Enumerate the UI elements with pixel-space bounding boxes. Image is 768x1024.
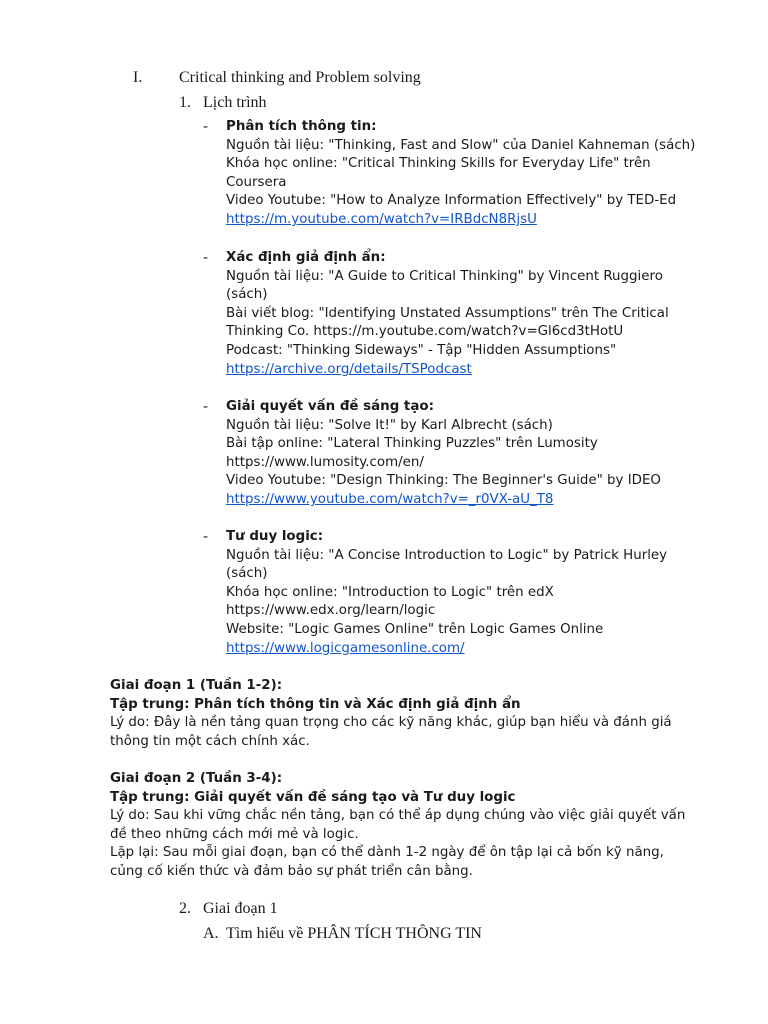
bullet-assumptions [226,249,746,379]
phase-line: thông tin một cách chính xác. [110,733,310,749]
bullet-title: Giải quyết vấn đề sáng tạo: [226,399,434,414]
phase-line: đề theo những cách mới mẻ và logic. [110,826,359,842]
phase-line: củng cố kiến thức và đảm bảo sự phát triển cân bằng. [110,863,473,879]
bullet-title: Tư duy logic: [226,529,324,544]
section-title: Critical thinking and Problem solving [179,69,421,86]
phase-1-block [110,677,710,751]
bullet-line: https://www.lumosity.com/en/ [226,454,424,470]
bullet-line: Nguồn tài liệu: "A Guide to Critical Thinking" by Vincent Ruggiero [226,268,663,284]
bullet-line: Bài viết blog: "Identifying Unstated Assumptions" trên The Critical [226,305,669,321]
bullet-dash: - [203,250,209,266]
bullet-line: (sách) [226,287,268,303]
bullet-line: Thinking Co. https://m.youtube.com/watch?v=Gl6cd3tHotU [226,324,624,340]
subsection-title-phase-1: Giai đoạn 1 [203,900,278,917]
bullet-line: https://www.edx.org/learn/logic [226,603,436,619]
resource-link[interactable]: https://www.youtube.com/watch?v=_r0VX-aU_T8 [226,491,554,507]
resource-link[interactable]: https://www.logicgamesonline.com/ [226,640,465,656]
bullet-dash: - [203,119,209,135]
subsection-letter: A. [203,925,219,942]
section-number: I. [133,69,143,86]
bullet-line: Nguồn tài liệu: "A Concise Introduction to Logic" by Patrick Hurley [226,547,668,563]
bullet-line: Podcast: "Thinking Sideways" - Tập "Hidden Assumptions" [226,342,617,358]
bullet-line: Khóa học online: "Critical Thinking Skills for Everyday Life" trên [226,156,651,172]
bullet-line: (sách) [226,566,268,582]
bullet-line: Bài tập online: "Lateral Thinking Puzzles" trên Lumosity [226,436,598,452]
phase-focus: Tập trung: Giải quyết vấn đề sáng tạo và Tư duy logic [110,789,516,805]
phase-2-block [110,770,710,882]
bullet-dash: - [203,399,209,415]
phase-line: Lý do: Sau khi vững chắc nền tảng, bạn có thể áp dụng chúng vào việc giải quyết vấn [110,808,686,824]
bullet-line: Nguồn tài liệu: "Thinking, Fast and Slow" của Daniel Kahneman (sách) [226,137,696,153]
bullet-line: Video Youtube: "Design Thinking: The Beginner's Guide" by IDEO [226,473,661,489]
bullet-title: Phân tích thông tin: [226,119,377,134]
bullet-title: Xác định giả định ẩn: [226,250,386,265]
subsection-title-analysis: Tìm hiểu về PHÂN TÍCH THÔNG TIN [226,925,482,942]
bullet-dash: - [203,529,209,545]
subsection-number: 2. [179,900,191,917]
bullet-line: Video Youtube: "How to Analyze Information Effectively" by TED-Ed [226,193,677,209]
bullet-creative-solving [226,398,746,510]
phase-line: Lý do: Đây là nền tảng quan trọng cho các kỹ năng khác, giúp bạn hiểu và đánh giá [110,715,672,731]
bullet-logic [226,528,746,658]
bullet-line: Nguồn tài liệu: "Solve It!" by Karl Albrecht (sách) [226,417,553,433]
subsection-title-schedule: Lịch trình [203,94,267,111]
phase-focus: Tập trung: Phân tích thông tin và Xác định giả định ẩn [110,696,521,712]
bullet-line: Coursera [226,174,287,190]
resource-link[interactable]: https://m.youtube.com/watch?v=IRBdcN8RjsU [226,211,537,227]
bullet-line: Khóa học online: "Introduction to Logic" trên edX [226,584,554,600]
subsection-number: 1. [179,94,191,111]
phase-title: Giai đoạn 1 (Tuần 1-2): [110,678,283,693]
phase-title: Giai đoạn 2 (Tuần 3-4): [110,771,283,786]
phase-line: Lặp lại: Sau mỗi giai đoạn, bạn có thể dành 1-2 ngày để ôn tập lại cả bốn kỹ năng, [110,845,664,861]
bullet-line: Website: "Logic Games Online" trên Logic Games Online [226,621,604,637]
bullet-analysis [226,118,746,230]
resource-link[interactable]: https://archive.org/details/TSPodcast [226,361,472,377]
